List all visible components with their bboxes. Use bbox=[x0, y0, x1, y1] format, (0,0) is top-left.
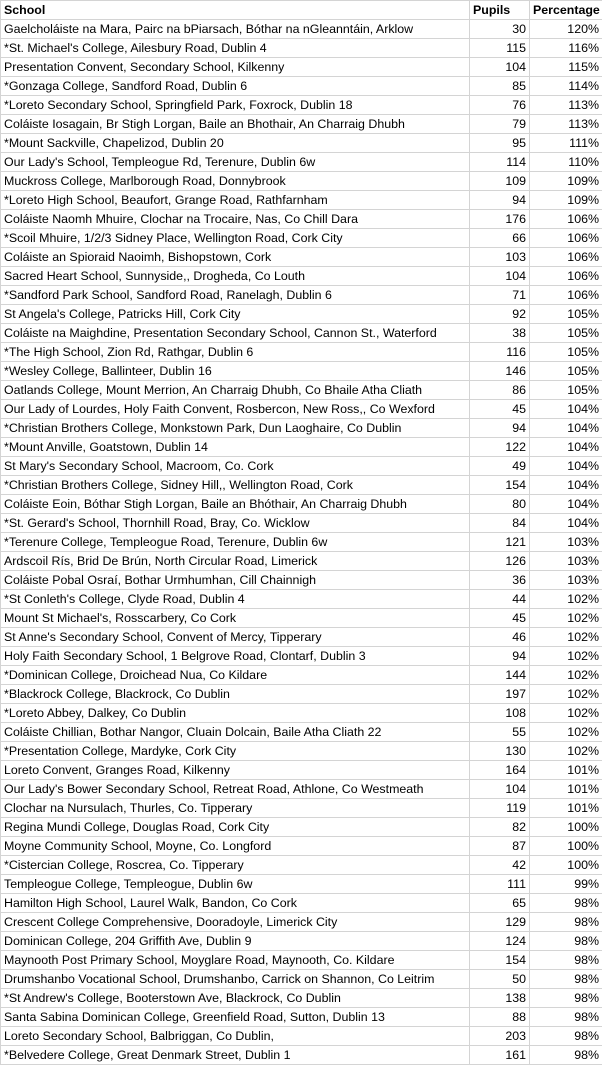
cell-percentage[interactable]: 104% bbox=[530, 438, 602, 457]
cell-school[interactable]: Maynooth Post Primary School, Moyglare Road, Maynooth, Co. Kildare bbox=[1, 951, 470, 970]
cell-school[interactable]: St Anne's Secondary School, Convent of Mercy, Tipperary bbox=[1, 628, 470, 647]
cell-school[interactable]: *Mount Sackville, Chapelizod, Dublin 20 bbox=[1, 134, 470, 153]
cell-percentage[interactable]: 106% bbox=[530, 229, 602, 248]
cell-percentage[interactable]: 98% bbox=[530, 970, 602, 989]
cell-percentage[interactable]: 116% bbox=[530, 39, 602, 58]
cell-pupils[interactable]: 104 bbox=[470, 267, 530, 286]
cell-school[interactable]: St Angela's College, Patricks Hill, Cork City bbox=[1, 305, 470, 324]
cell-pupils[interactable]: 129 bbox=[470, 913, 530, 932]
cell-pupils[interactable]: 154 bbox=[470, 951, 530, 970]
cell-percentage[interactable]: 102% bbox=[530, 723, 602, 742]
table-body bbox=[1, 20, 602, 1065]
cell-pupils[interactable]: 87 bbox=[470, 837, 530, 856]
table-row bbox=[1, 495, 602, 514]
cell-pupils[interactable]: 92 bbox=[470, 305, 530, 324]
cell-percentage[interactable]: 105% bbox=[530, 343, 602, 362]
table-row bbox=[1, 39, 602, 58]
cell-pupils[interactable]: 203 bbox=[470, 1027, 530, 1046]
cell-school[interactable]: *Blackrock College, Blackrock, Co Dublin bbox=[1, 685, 470, 704]
cell-school[interactable]: *Loreto High School, Beaufort, Grange Road, Rathfarnham bbox=[1, 191, 470, 210]
cell-percentage[interactable]: 104% bbox=[530, 495, 602, 514]
cell-pupils[interactable]: 46 bbox=[470, 628, 530, 647]
cell-school[interactable]: Crescent College Comprehensive, Dooradoyle, Limerick City bbox=[1, 913, 470, 932]
cell-pupils[interactable]: 144 bbox=[470, 666, 530, 685]
cell-pupils[interactable]: 176 bbox=[470, 210, 530, 229]
cell-percentage[interactable]: 102% bbox=[530, 742, 602, 761]
cell-percentage[interactable]: 102% bbox=[530, 628, 602, 647]
cell-percentage[interactable]: 98% bbox=[530, 1008, 602, 1027]
cell-percentage[interactable]: 98% bbox=[530, 932, 602, 951]
cell-percentage[interactable]: 101% bbox=[530, 799, 602, 818]
cell-percentage[interactable]: 111% bbox=[530, 134, 602, 153]
cell-percentage[interactable]: 105% bbox=[530, 305, 602, 324]
table-row bbox=[1, 134, 602, 153]
table-row bbox=[1, 210, 602, 229]
cell-school[interactable]: Our Lady of Lourdes, Holy Faith Convent, Rosbercon, New Ross,, Co Wexford bbox=[1, 400, 470, 419]
table-row bbox=[1, 799, 602, 818]
cell-percentage[interactable]: 102% bbox=[530, 685, 602, 704]
cell-pupils[interactable]: 94 bbox=[470, 191, 530, 210]
cell-school[interactable]: St Mary's Secondary School, Macroom, Co. Cork bbox=[1, 457, 470, 476]
table-row bbox=[1, 723, 602, 742]
cell-percentage[interactable]: 98% bbox=[530, 1027, 602, 1046]
cell-pupils[interactable]: 45 bbox=[470, 609, 530, 628]
table-row bbox=[1, 761, 602, 780]
table-row bbox=[1, 571, 602, 590]
cell-school[interactable]: Loreto Secondary School, Balbriggan, Co Dublin, bbox=[1, 1027, 470, 1046]
table-row bbox=[1, 324, 602, 343]
table-row bbox=[1, 476, 602, 495]
cell-school[interactable]: *St Conleth's College, Clyde Road, Dublin 4 bbox=[1, 590, 470, 609]
table-row bbox=[1, 77, 602, 96]
cell-school[interactable]: Dominican College, 204 Griffith Ave, Dublin 9 bbox=[1, 932, 470, 951]
cell-percentage[interactable]: 113% bbox=[530, 96, 602, 115]
cell-percentage[interactable]: 103% bbox=[530, 571, 602, 590]
cell-school[interactable]: *The High School, Zion Rd, Rathgar, Dublin 6 bbox=[1, 343, 470, 362]
cell-pupils[interactable]: 30 bbox=[470, 20, 530, 39]
cell-percentage[interactable]: 102% bbox=[530, 704, 602, 723]
cell-pupils[interactable]: 44 bbox=[470, 590, 530, 609]
cell-percentage[interactable]: 106% bbox=[530, 286, 602, 305]
table-row bbox=[1, 457, 602, 476]
table-row bbox=[1, 704, 602, 723]
cell-school[interactable]: Our Lady's School, Templeogue Rd, Terenure, Dublin 6w bbox=[1, 153, 470, 172]
table-row bbox=[1, 20, 602, 39]
table-row bbox=[1, 685, 602, 704]
table-row bbox=[1, 1046, 602, 1065]
cell-percentage[interactable]: 109% bbox=[530, 172, 602, 191]
cell-pupils[interactable]: 76 bbox=[470, 96, 530, 115]
cell-pupils[interactable]: 104 bbox=[470, 58, 530, 77]
cell-percentage[interactable]: 103% bbox=[530, 552, 602, 571]
cell-percentage[interactable]: 110% bbox=[530, 153, 602, 172]
cell-percentage[interactable]: 102% bbox=[530, 647, 602, 666]
cell-school[interactable]: Sacred Heart School, Sunnyside,, Drogheda, Co Louth bbox=[1, 267, 470, 286]
cell-pupils[interactable]: 49 bbox=[470, 457, 530, 476]
table-row bbox=[1, 533, 602, 552]
cell-pupils[interactable]: 95 bbox=[470, 134, 530, 153]
table-row bbox=[1, 1027, 602, 1046]
header-pupils[interactable]: Pupils bbox=[470, 1, 530, 20]
cell-school[interactable]: *Gonzaga College, Sandford Road, Dublin 6 bbox=[1, 77, 470, 96]
cell-pupils[interactable]: 85 bbox=[470, 77, 530, 96]
header-school[interactable]: School bbox=[1, 1, 470, 20]
cell-school[interactable]: Regina Mundi College, Douglas Road, Cork City bbox=[1, 818, 470, 837]
table-row bbox=[1, 666, 602, 685]
cell-school[interactable]: *Christian Brothers College, Sidney Hill,, Wellington Road, Cork bbox=[1, 476, 470, 495]
cell-percentage[interactable]: 98% bbox=[530, 913, 602, 932]
cell-percentage[interactable]: 109% bbox=[530, 191, 602, 210]
cell-pupils[interactable]: 138 bbox=[470, 989, 530, 1008]
table-row bbox=[1, 552, 602, 571]
cell-school[interactable]: *Christian Brothers College, Monkstown Park, Dun Laoghaire, Co Dublin bbox=[1, 419, 470, 438]
table-row bbox=[1, 590, 602, 609]
cell-percentage[interactable]: 106% bbox=[530, 248, 602, 267]
cell-percentage[interactable]: 104% bbox=[530, 514, 602, 533]
table-row bbox=[1, 343, 602, 362]
cell-school[interactable]: Hamilton High School, Laurel Walk, Bandon, Co Cork bbox=[1, 894, 470, 913]
table-row bbox=[1, 780, 602, 799]
table-row bbox=[1, 875, 602, 894]
cell-percentage[interactable]: 100% bbox=[530, 818, 602, 837]
cell-percentage[interactable]: 99% bbox=[530, 875, 602, 894]
cell-school[interactable]: Holy Faith Secondary School, 1 Belgrove Road, Clontarf, Dublin 3 bbox=[1, 647, 470, 666]
cell-school[interactable]: *Mount Anville, Goatstown, Dublin 14 bbox=[1, 438, 470, 457]
cell-percentage[interactable]: 104% bbox=[530, 457, 602, 476]
header-percentage[interactable]: Percentage bbox=[530, 1, 602, 20]
cell-pupils[interactable]: 103 bbox=[470, 248, 530, 267]
cell-pupils[interactable]: 111 bbox=[470, 875, 530, 894]
cell-pupils[interactable]: 38 bbox=[470, 324, 530, 343]
table-row bbox=[1, 989, 602, 1008]
cell-percentage[interactable]: 120% bbox=[530, 20, 602, 39]
table-row bbox=[1, 96, 602, 115]
table-row bbox=[1, 419, 602, 438]
cell-pupils[interactable]: 66 bbox=[470, 229, 530, 248]
cell-pupils[interactable]: 130 bbox=[470, 742, 530, 761]
table-row bbox=[1, 305, 602, 324]
cell-school[interactable]: *St. Gerard's School, Thornhill Road, Bray, Co. Wicklow bbox=[1, 514, 470, 533]
cell-percentage[interactable]: 115% bbox=[530, 58, 602, 77]
cell-school[interactable]: *Presentation College, Mardyke, Cork City bbox=[1, 742, 470, 761]
header-row bbox=[1, 1, 602, 20]
table-row bbox=[1, 970, 602, 989]
cell-pupils[interactable]: 84 bbox=[470, 514, 530, 533]
cell-school[interactable]: Coláiste Eoin, Bóthar Stigh Lorgan, Baile an Bhóthair, An Charraig Dhubh bbox=[1, 495, 470, 514]
cell-pupils[interactable]: 88 bbox=[470, 1008, 530, 1027]
cell-pupils[interactable]: 55 bbox=[470, 723, 530, 742]
table-row bbox=[1, 609, 602, 628]
cell-pupils[interactable]: 154 bbox=[470, 476, 530, 495]
cell-school[interactable]: *Dominican College, Droichead Nua, Co Kildare bbox=[1, 666, 470, 685]
table-row bbox=[1, 932, 602, 951]
cell-percentage[interactable]: 105% bbox=[530, 362, 602, 381]
table-row bbox=[1, 362, 602, 381]
cell-school[interactable]: *Cistercian College, Roscrea, Co. Tipperary bbox=[1, 856, 470, 875]
cell-pupils[interactable]: 79 bbox=[470, 115, 530, 134]
cell-pupils[interactable]: 109 bbox=[470, 172, 530, 191]
cell-school[interactable]: Muckross College, Marlborough Road, Donnybrook bbox=[1, 172, 470, 191]
cell-school[interactable]: *Sandford Park School, Sandford Road, Ranelagh, Dublin 6 bbox=[1, 286, 470, 305]
cell-school[interactable]: Presentation Convent, Secondary School, Kilkenny bbox=[1, 58, 470, 77]
cell-pupils[interactable]: 197 bbox=[470, 685, 530, 704]
cell-percentage[interactable]: 100% bbox=[530, 837, 602, 856]
cell-pupils[interactable]: 36 bbox=[470, 571, 530, 590]
cell-school[interactable]: Santa Sabina Dominican College, Greenfield Road, Sutton, Dublin 13 bbox=[1, 1008, 470, 1027]
cell-pupils[interactable]: 126 bbox=[470, 552, 530, 571]
cell-percentage[interactable]: 101% bbox=[530, 780, 602, 799]
cell-percentage[interactable]: 114% bbox=[530, 77, 602, 96]
table-row bbox=[1, 267, 602, 286]
cell-percentage[interactable]: 98% bbox=[530, 989, 602, 1008]
cell-pupils[interactable]: 146 bbox=[470, 362, 530, 381]
cell-percentage[interactable]: 104% bbox=[530, 419, 602, 438]
cell-school[interactable]: Our Lady's Bower Secondary School, Retreat Road, Athlone, Co Westmeath bbox=[1, 780, 470, 799]
table-row bbox=[1, 1008, 602, 1027]
cell-school[interactable]: Coláiste Naomh Mhuire, Clochar na Trocaire, Nas, Co Chill Dara bbox=[1, 210, 470, 229]
table-row bbox=[1, 58, 602, 77]
table-row bbox=[1, 153, 602, 172]
table-row bbox=[1, 951, 602, 970]
cell-pupils[interactable]: 45 bbox=[470, 400, 530, 419]
cell-pupils[interactable]: 86 bbox=[470, 381, 530, 400]
table-row bbox=[1, 913, 602, 932]
table-row bbox=[1, 248, 602, 267]
cell-school[interactable]: *Belvedere College, Great Denmark Street, Dublin 1 bbox=[1, 1046, 470, 1065]
cell-school[interactable]: Coláiste Chillian, Bothar Nangor, Cluain Dolcain, Baile Atha Cliath 22 bbox=[1, 723, 470, 742]
cell-percentage[interactable]: 102% bbox=[530, 590, 602, 609]
cell-percentage[interactable]: 100% bbox=[530, 856, 602, 875]
cell-percentage[interactable]: 101% bbox=[530, 761, 602, 780]
table-row bbox=[1, 400, 602, 419]
cell-school[interactable]: Ardscoil Rís, Brid De Brún, North Circular Road, Limerick bbox=[1, 552, 470, 571]
cell-school[interactable]: Clochar na Nursulach, Thurles, Co. Tipperary bbox=[1, 799, 470, 818]
cell-pupils[interactable]: 116 bbox=[470, 343, 530, 362]
cell-pupils[interactable]: 71 bbox=[470, 286, 530, 305]
cell-school[interactable]: Gaelcholáiste na Mara, Pairc na bPiarsach, Bóthar na nGleanntáin, Arklow bbox=[1, 20, 470, 39]
cell-pupils[interactable]: 104 bbox=[470, 780, 530, 799]
cell-school[interactable]: Templeogue College, Templeogue, Dublin 6w bbox=[1, 875, 470, 894]
cell-school[interactable]: Loreto Convent, Granges Road, Kilkenny bbox=[1, 761, 470, 780]
cell-pupils[interactable]: 121 bbox=[470, 533, 530, 552]
cell-percentage[interactable]: 105% bbox=[530, 324, 602, 343]
cell-pupils[interactable]: 82 bbox=[470, 818, 530, 837]
cell-school[interactable]: *Loreto Abbey, Dalkey, Co Dublin bbox=[1, 704, 470, 723]
table-row bbox=[1, 514, 602, 533]
cell-percentage[interactable]: 98% bbox=[530, 894, 602, 913]
cell-percentage[interactable]: 103% bbox=[530, 533, 602, 552]
cell-school[interactable]: *Scoil Mhuire, 1/2/3 Sidney Place, Wellington Road, Cork City bbox=[1, 229, 470, 248]
cell-percentage[interactable]: 98% bbox=[530, 1046, 602, 1065]
table-row bbox=[1, 628, 602, 647]
cell-pupils[interactable]: 94 bbox=[470, 647, 530, 666]
table-row bbox=[1, 818, 602, 837]
cell-percentage[interactable]: 113% bbox=[530, 115, 602, 134]
cell-school[interactable]: Moyne Community School, Moyne, Co. Longford bbox=[1, 837, 470, 856]
cell-percentage[interactable]: 104% bbox=[530, 476, 602, 495]
cell-pupils[interactable]: 161 bbox=[470, 1046, 530, 1065]
cell-pupils[interactable]: 42 bbox=[470, 856, 530, 875]
cell-percentage[interactable]: 102% bbox=[530, 609, 602, 628]
cell-pupils[interactable]: 65 bbox=[470, 894, 530, 913]
table-row bbox=[1, 856, 602, 875]
cell-school[interactable]: Coláiste na Maighdine, Presentation Secondary School, Cannon St., Waterford bbox=[1, 324, 470, 343]
cell-school[interactable]: Drumshanbo Vocational School, Drumshanbo, Carrick on Shannon, Co Leitrim bbox=[1, 970, 470, 989]
cell-percentage[interactable]: 98% bbox=[530, 951, 602, 970]
cell-school[interactable]: Coláiste an Spioraid Naoimh, Bishopstown, Cork bbox=[1, 248, 470, 267]
cell-school[interactable]: *St Andrew's College, Booterstown Ave, Blackrock, Co Dublin bbox=[1, 989, 470, 1008]
cell-percentage[interactable]: 106% bbox=[530, 210, 602, 229]
table-row bbox=[1, 172, 602, 191]
table-row bbox=[1, 742, 602, 761]
table-row bbox=[1, 837, 602, 856]
cell-school[interactable]: *St. Michael's College, Ailesbury Road, Dublin 4 bbox=[1, 39, 470, 58]
table-row bbox=[1, 894, 602, 913]
cell-school[interactable]: Oatlands College, Mount Merrion, An Charraig Dhubh, Co Bhaile Atha Cliath bbox=[1, 381, 470, 400]
table-row bbox=[1, 438, 602, 457]
cell-pupils[interactable]: 122 bbox=[470, 438, 530, 457]
cell-school[interactable]: Coláiste Pobal Osraí, Bothar Urmhumhan, Cill Chainnigh bbox=[1, 571, 470, 590]
cell-percentage[interactable]: 106% bbox=[530, 267, 602, 286]
cell-school[interactable]: Mount St Michael's, Rosscarbery, Co Cork bbox=[1, 609, 470, 628]
table-row bbox=[1, 381, 602, 400]
table-row bbox=[1, 286, 602, 305]
cell-pupils[interactable]: 119 bbox=[470, 799, 530, 818]
cell-percentage[interactable]: 104% bbox=[530, 400, 602, 419]
cell-school[interactable]: Coláiste Iosagain, Br Stigh Lorgan, Baile an Bhothair, An Charraig Dhubh bbox=[1, 115, 470, 134]
cell-percentage[interactable]: 105% bbox=[530, 381, 602, 400]
cell-pupils[interactable]: 114 bbox=[470, 153, 530, 172]
cell-percentage[interactable]: 102% bbox=[530, 666, 602, 685]
cell-school[interactable]: *Wesley College, Ballinteer, Dublin 16 bbox=[1, 362, 470, 381]
cell-pupils[interactable]: 108 bbox=[470, 704, 530, 723]
table-row bbox=[1, 191, 602, 210]
table-row bbox=[1, 647, 602, 666]
table-row bbox=[1, 115, 602, 134]
cell-pupils[interactable]: 115 bbox=[470, 39, 530, 58]
table-row bbox=[1, 229, 602, 248]
cell-pupils[interactable]: 80 bbox=[470, 495, 530, 514]
cell-pupils[interactable]: 164 bbox=[470, 761, 530, 780]
cell-pupils[interactable]: 124 bbox=[470, 932, 530, 951]
cell-school[interactable]: *Loreto Secondary School, Springfield Park, Foxrock, Dublin 18 bbox=[1, 96, 470, 115]
cell-pupils[interactable]: 50 bbox=[470, 970, 530, 989]
cell-pupils[interactable]: 94 bbox=[470, 419, 530, 438]
cell-school[interactable]: *Terenure College, Templeogue Road, Terenure, Dublin 6w bbox=[1, 533, 470, 552]
